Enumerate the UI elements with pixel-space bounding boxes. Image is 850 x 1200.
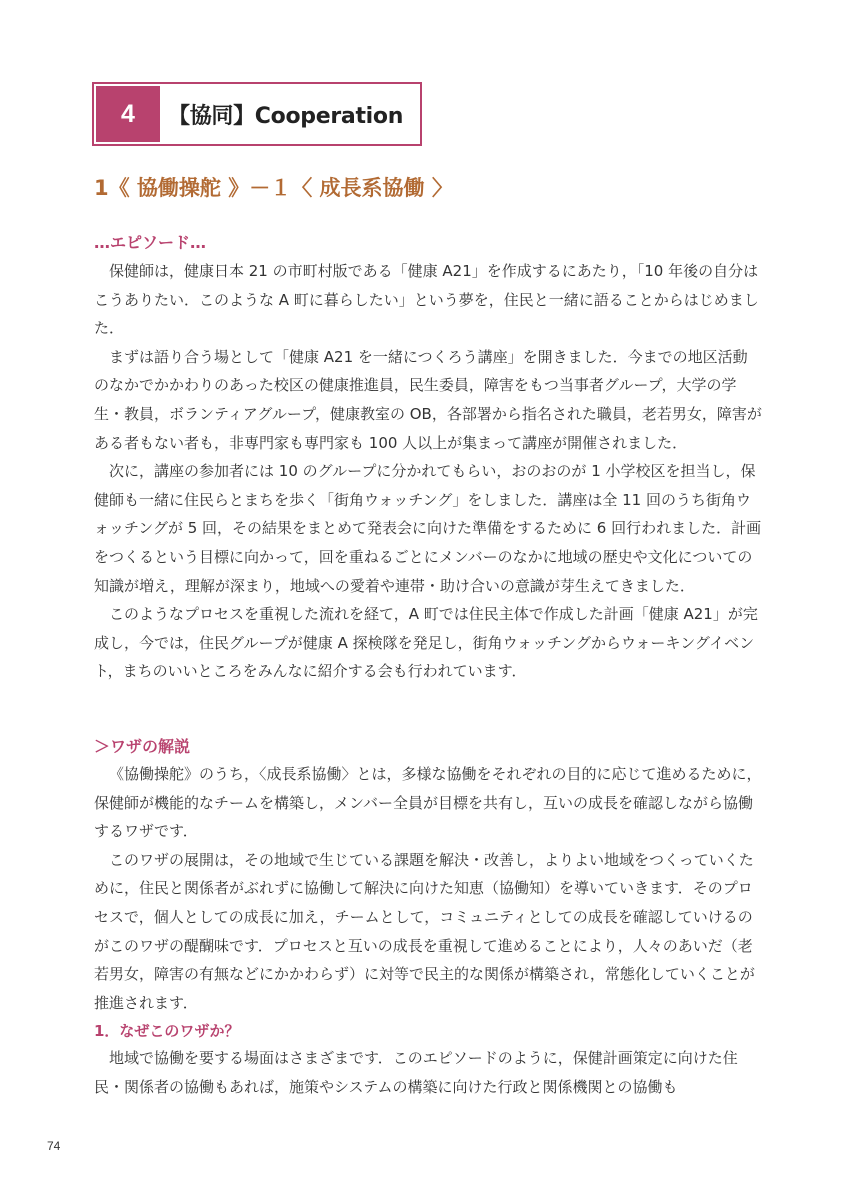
episode-paragraph-1: 保健師は，健康日本 21 の市町村版である「健康 A21」を作成するにあたり，「10 年後の自分はこうありたい．このような A 町に暮らしたい」という夢を，住民と一緒に語ることからはじめました． xyxy=(94,262,759,338)
chapter-header xyxy=(92,82,422,146)
chapter-number: 4 xyxy=(96,86,160,142)
why-body xyxy=(94,1044,762,1101)
page-number: 74 xyxy=(47,1139,61,1153)
why-heading: 1．なぜこのワザか？ xyxy=(94,1022,240,1040)
chapter-title: 【協同】Cooperation xyxy=(168,103,404,129)
episode-paragraph-2: まずは語り合う場として「健康 A21 を一緒につくろう講座」を開きました．今までの地区活動のなかでかかわりのあった校区の健康推進員，民生委員，障害をもつ当事者グループ，大学の学生・教員，ボランティアグループ，健康教室の OB，各部署から指名された職員，老若男女，障害がある者もない者も，非専門家も専門家も 100 人以上が集まって講座が開催されました． xyxy=(94,347,762,452)
waza-heading: ＞ワザの解説 xyxy=(94,737,191,756)
episode-paragraph-4: このようなプロセスを重視した流れを経て，A 町では住民主体で作成した計画「健康 A21」が完成し，今では，住民グループが健康 A 探検隊を発足し，街角ウォッチングからウォーキングイベント，まちのいいところをみんなに紹介する会も行われています． xyxy=(94,605,758,681)
waza-paragraph-2: このワザの展開は，その地域で生じている課題を解決・改善し，よりよい地域をつくっていくために，住民と関係者がぶれずに協働して解決に向けた知恵（協働知）を導いていきます．そのプロセスで，個人としての成長に加え，チームとして，コミュニティとしての成長を確認していけるのがこのワザの醍醐味です．プロセスと互いの成長を重視して進めることにより，人々のあいだ（老若男女，障害の有無などにかかわらず）に対等で民主的な関係が構築され，常態化していくことが推進されます． xyxy=(94,850,755,1012)
episode-body xyxy=(94,257,762,686)
section-title: 1《 協働操舵 》－１〈 成長系協働 〉 xyxy=(94,176,453,200)
episode-paragraph-3: 次に，講座の参加者には 10 のグループに分かれてもらい，おのおのが 1 小学校区を担当し，保健師も一緒に住民らとまちを歩く「街角ウォッチング」をしました．講座は全 11 回のうち街角ウォッチングが 5 回，その結果をまとめて発表会に向けた準備をするために 6 回行われました．計画をつくるという目標に向かって，回を重ねるごとにメンバーのなかに地域の歴史や文化についての知識が増え，理解が深まり，地域への愛着や連帯・助け合いの意識が芽生えてきました． xyxy=(94,462,762,595)
waza-body xyxy=(94,760,762,1017)
waza-paragraph-1: 《協働操舵》のうち，〈成長系協働〉とは，多様な協働をそれぞれの目的に応じて進めるために，保健師が機能的なチームを構築し，メンバー全員が目標を共有し，互いの成長を確認しながら協働するワザです． xyxy=(94,765,762,841)
why-paragraph-1: 地域で協働を要する場面はさまざまです．このエピソードのように，保健計画策定に向けた住民・関係者の協働もあれば，施策やシステムの構築に向けた行政と関係機関との協働も xyxy=(94,1049,738,1096)
episode-heading: …エピソード… xyxy=(94,233,207,252)
